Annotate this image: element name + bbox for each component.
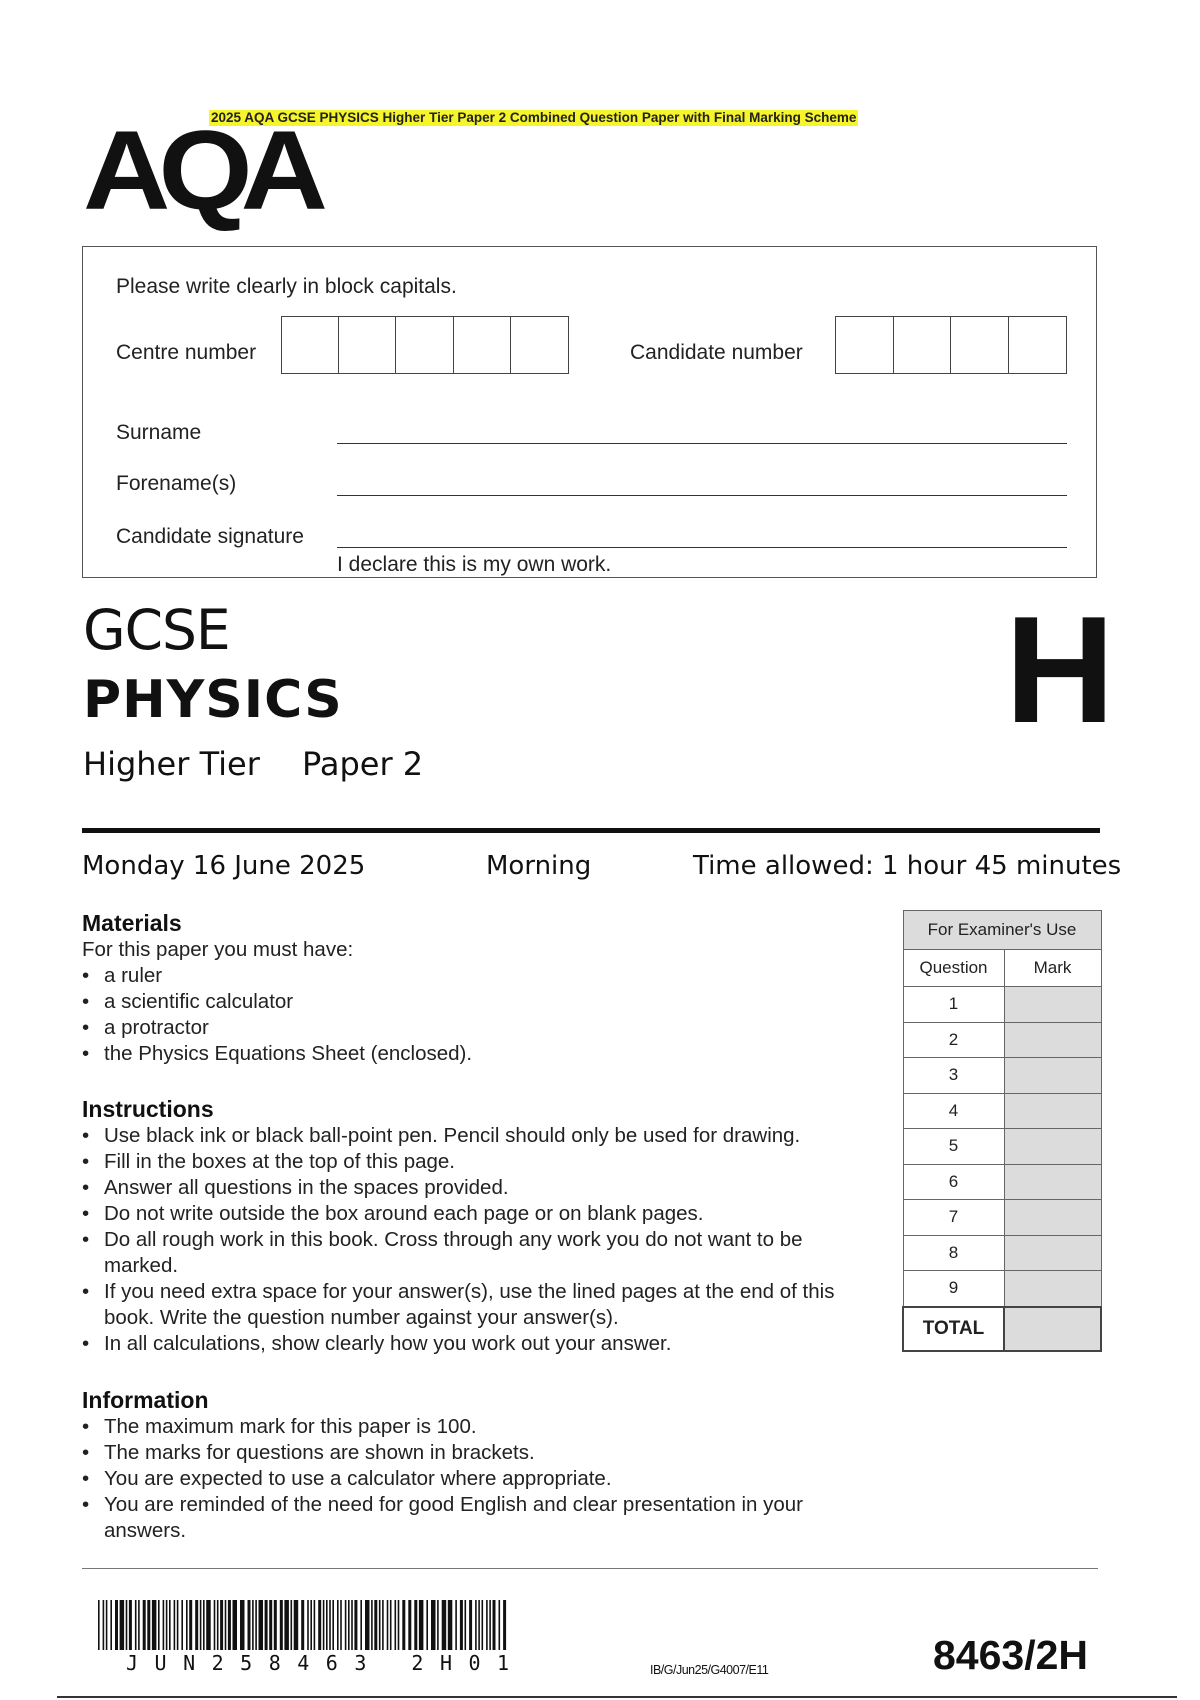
list-item: • the Physics Equations Sheet (enclosed). — [82, 1041, 882, 1067]
barcode-bar — [318, 1600, 321, 1650]
question-number: 5 — [903, 1129, 1004, 1165]
surname-line[interactable] — [337, 443, 1067, 444]
barcode-bar — [225, 1600, 227, 1650]
barcode-text: JUN258463 2H01 — [126, 1651, 526, 1675]
barcode-bar — [269, 1600, 272, 1650]
materials-heading: Materials — [82, 910, 182, 936]
total-mark-cell — [1004, 1307, 1101, 1351]
barcode-bar — [143, 1600, 146, 1650]
barcode-bar — [382, 1600, 384, 1650]
paper-label: Paper 2 — [302, 745, 424, 783]
barcode-bar — [203, 1600, 205, 1650]
barcode-bar — [332, 1600, 334, 1650]
question-number: 1 — [903, 987, 1004, 1023]
centre-number-digit[interactable] — [339, 317, 396, 373]
qualification-title: GCSE — [83, 598, 230, 662]
list-item: • Fill in the boxes at the top of this page. — [82, 1149, 862, 1175]
barcode-bar — [166, 1600, 168, 1650]
barcode-bar — [265, 1600, 268, 1650]
barcode-bar — [395, 1600, 397, 1650]
barcode-bar — [469, 1600, 472, 1650]
barcode-bar — [448, 1600, 453, 1650]
barcode-bar — [426, 1600, 428, 1650]
declaration-text: I declare this is my own work. — [337, 553, 612, 576]
question-number: 4 — [903, 1093, 1004, 1129]
barcode-bar — [280, 1600, 283, 1650]
barcode-bar — [482, 1600, 484, 1650]
barcode-bar — [158, 1600, 160, 1650]
list-item: • Use black ink or black ball-point pen. Pencil should only be used for drawing. — [82, 1123, 862, 1149]
list-item: • If you need extra space for your answer(s), use the lined pages at the end of this book. Write the question number against your answer(s). — [82, 1279, 862, 1331]
examiners-use-title: For Examiner's Use — [903, 911, 1101, 950]
barcode-bar — [284, 1600, 289, 1650]
time-allowed: Time allowed: 1 hour 45 minutes — [693, 851, 1122, 881]
barcode-bar — [233, 1600, 238, 1650]
candidate-number-digit[interactable] — [951, 317, 1009, 373]
barcode-bar — [152, 1600, 157, 1650]
block-capitals-instruction: Please write clearly in block capitals. — [116, 275, 457, 298]
mark-cell — [1004, 1164, 1101, 1200]
barcode-bar — [475, 1600, 477, 1650]
barcode-bar — [419, 1600, 424, 1650]
candidate-number-boxes[interactable] — [835, 316, 1067, 374]
barcode-bar — [200, 1600, 202, 1650]
page-edge-line — [57, 1696, 1177, 1698]
materials-list — [82, 963, 882, 1067]
question-number: 8 — [903, 1235, 1004, 1271]
barcode-bar — [486, 1600, 488, 1650]
candidate-number-digit[interactable] — [894, 317, 952, 373]
barcode-bar — [387, 1600, 389, 1650]
materials-intro: For this paper you must have: — [82, 938, 354, 961]
barcode-bar — [493, 1600, 496, 1650]
barcode-bar — [103, 1600, 105, 1650]
barcode-bar — [437, 1600, 439, 1650]
barcode-bar — [460, 1600, 463, 1650]
barcode-bar — [169, 1600, 171, 1650]
aqa-logo: AQA — [83, 108, 317, 233]
barcode-bar — [106, 1600, 108, 1650]
list-item: • You are expected to use a calculator where appropriate. — [82, 1466, 842, 1492]
barcode-bar — [371, 1600, 373, 1650]
barcode-bar — [390, 1600, 392, 1650]
question-number: 7 — [903, 1200, 1004, 1236]
barcode-bar — [499, 1600, 501, 1650]
barcode-bar — [414, 1600, 417, 1650]
footer-divider — [82, 1568, 1098, 1569]
barcode-bar — [163, 1600, 165, 1650]
barcode-bar — [351, 1600, 353, 1650]
barcode-bar — [138, 1600, 140, 1650]
paper-code: 8463/2H — [933, 1632, 1089, 1678]
exam-date: Monday 16 June 2025 — [82, 851, 366, 881]
list-item: • Do all rough work in this book. Cross through any work you do not want to be marked. — [82, 1227, 862, 1279]
question-number: 3 — [903, 1058, 1004, 1094]
barcode-bar — [310, 1600, 312, 1650]
barcode-bar — [110, 1600, 112, 1650]
centre-number-digit[interactable] — [511, 317, 568, 373]
list-item: • Answer all questions in the spaces provided. — [82, 1175, 862, 1201]
list-item: • The marks for questions are shown in brackets. — [82, 1440, 842, 1466]
information-list — [82, 1414, 842, 1544]
forename-line[interactable] — [337, 495, 1067, 496]
list-item: • Do not write outside the box around each page or on blank pages. — [82, 1201, 862, 1227]
mark-cell — [1004, 1093, 1101, 1129]
tier-letter: H — [1005, 585, 1115, 755]
candidate-number-digit[interactable] — [1009, 317, 1067, 373]
total-label: TOTAL — [903, 1307, 1004, 1351]
barcode-bar — [337, 1600, 339, 1650]
barcode-bar — [402, 1600, 405, 1650]
barcode-bar — [348, 1600, 350, 1650]
barcode-bar — [354, 1600, 357, 1650]
candidate-details-box — [82, 246, 1097, 578]
question-number: 9 — [903, 1271, 1004, 1307]
barcode-bar — [431, 1600, 436, 1650]
barcode-bar — [181, 1600, 183, 1650]
list-item: • a ruler — [82, 963, 882, 989]
barcode-bar — [174, 1600, 176, 1650]
barcode-bar — [259, 1600, 264, 1650]
barcode-bar — [177, 1600, 179, 1650]
barcode-bar — [478, 1600, 480, 1650]
barcode-bar — [465, 1600, 467, 1650]
barcode-bar — [147, 1600, 150, 1650]
barcode-bar — [228, 1600, 231, 1650]
centre-number-digit[interactable] — [454, 317, 511, 373]
instructions-list — [82, 1123, 862, 1357]
barcode-bar — [301, 1600, 304, 1650]
barcode-bar — [374, 1600, 377, 1650]
barcode-bar — [442, 1600, 447, 1650]
barcode-bar — [217, 1600, 219, 1650]
forename-label: Forename(s) — [116, 472, 237, 495]
barcode-bar — [503, 1600, 506, 1650]
barcode-bar — [340, 1600, 342, 1650]
mark-cell — [1004, 1058, 1101, 1094]
mark-cell — [1004, 1271, 1101, 1307]
centre-number-digit[interactable] — [282, 317, 339, 373]
barcode-bar — [274, 1600, 277, 1650]
centre-number-boxes[interactable] — [281, 316, 569, 374]
list-item: • The maximum mark for this paper is 100. — [82, 1414, 842, 1440]
barcode-bar — [120, 1600, 125, 1650]
candidate-number-digit[interactable] — [836, 317, 894, 373]
list-item: • In all calculations, show clearly how you work out your answer. — [82, 1331, 862, 1357]
information-heading: Information — [82, 1387, 209, 1413]
tier-label: Higher Tier — [83, 745, 260, 783]
barcode-bar — [186, 1600, 188, 1650]
title-divider — [82, 828, 1100, 833]
barcode-bar — [206, 1600, 211, 1650]
signature-label: Candidate signature — [116, 525, 304, 548]
list-item: • You are reminded of the need for good English and clear presentation in your answers. — [82, 1492, 842, 1544]
examiners-use-table — [902, 910, 1102, 1352]
reference-code: IB/G/Jun25/G4007/E11 — [650, 1663, 769, 1677]
mark-cell — [1004, 1129, 1101, 1165]
subject-title: PHYSICS — [83, 670, 343, 730]
barcode-bar — [326, 1600, 328, 1650]
barcode-bar — [195, 1600, 198, 1650]
barcode-bar — [379, 1600, 381, 1650]
question-number: 6 — [903, 1164, 1004, 1200]
barcode-bar — [252, 1600, 254, 1650]
candidate-number-label: Candidate number — [630, 341, 803, 364]
instructions-section — [82, 1096, 862, 1357]
barcode — [98, 1600, 508, 1650]
barcode-bar — [189, 1600, 192, 1650]
centre-number-digit[interactable] — [396, 317, 453, 373]
barcode-bar — [408, 1600, 411, 1650]
signature-line[interactable] — [337, 547, 1067, 548]
barcode-bar — [314, 1600, 316, 1650]
barcode-bar — [214, 1600, 216, 1650]
list-item: • a protractor — [82, 1015, 882, 1041]
mark-column-header: Mark — [1004, 950, 1101, 987]
barcode-bar — [255, 1600, 257, 1650]
barcode-bar — [115, 1600, 118, 1650]
barcode-bar — [98, 1600, 100, 1650]
barcode-bar — [345, 1600, 347, 1650]
centre-number-label: Centre number — [116, 341, 257, 364]
mark-cell — [1004, 1200, 1101, 1236]
barcode-bar — [455, 1600, 457, 1650]
instructions-heading: Instructions — [82, 1096, 214, 1122]
barcode-bar — [307, 1600, 309, 1650]
barcode-bar — [365, 1600, 370, 1650]
barcode-bar — [248, 1600, 251, 1650]
surname-label: Surname — [116, 421, 202, 444]
barcode-bar — [240, 1600, 245, 1650]
header-banner: 2025 AQA GCSE PHYSICS Higher Tier Paper 2 Combined Question Paper with Final Marking Scheme — [211, 110, 857, 125]
list-item: • a scientific calculator — [82, 989, 882, 1015]
mark-cell — [1004, 987, 1101, 1023]
barcode-bar — [220, 1600, 223, 1650]
information-section — [82, 1387, 842, 1544]
barcode-bar — [291, 1600, 293, 1650]
barcode-bar — [126, 1600, 128, 1650]
barcode-bar — [360, 1600, 362, 1650]
barcode-bar — [294, 1600, 299, 1650]
question-number: 2 — [903, 1022, 1004, 1058]
mark-cell — [1004, 1022, 1101, 1058]
barcode-bar — [398, 1600, 400, 1650]
barcode-bar — [489, 1600, 491, 1650]
mark-cell — [1004, 1235, 1101, 1271]
barcode-bar — [323, 1600, 325, 1650]
barcode-bar — [135, 1600, 137, 1650]
materials-section — [82, 910, 882, 1067]
barcode-bar — [129, 1600, 132, 1650]
exam-session: Morning — [486, 851, 592, 881]
question-column-header: Question — [903, 950, 1004, 987]
barcode-bar — [329, 1600, 331, 1650]
